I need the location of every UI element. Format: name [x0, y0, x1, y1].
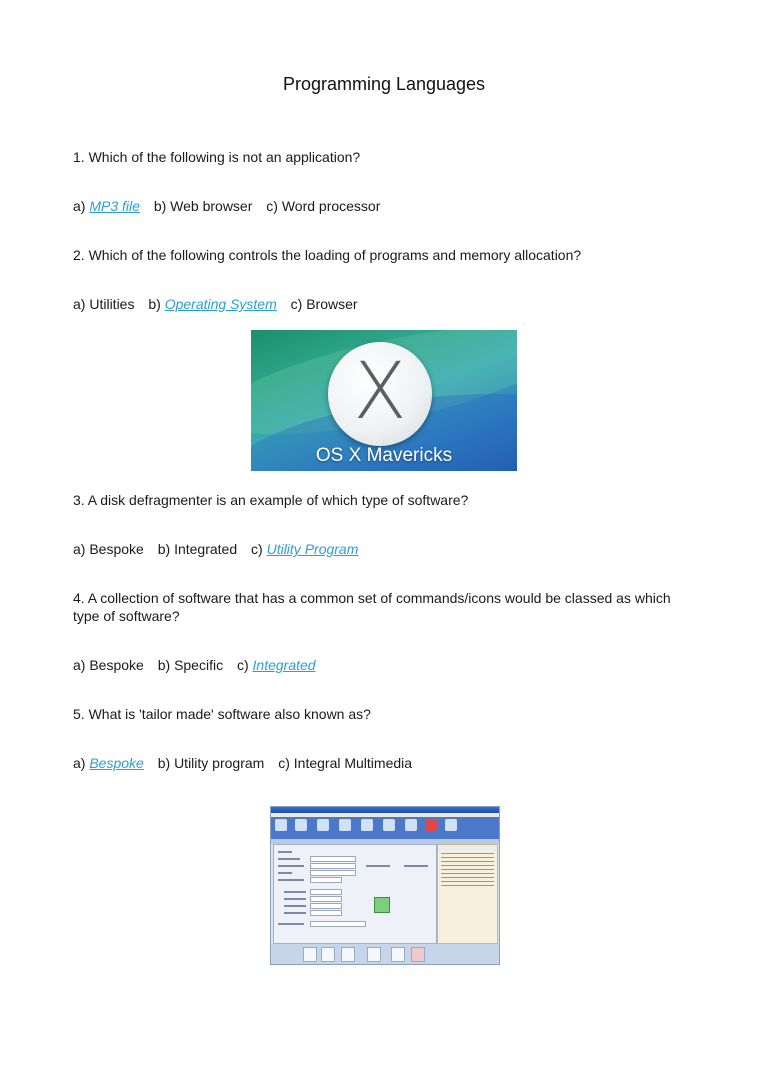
option-letter: c) [251, 541, 263, 557]
option-letter: b) [157, 541, 171, 557]
option-letter: a) [73, 755, 86, 771]
answer-options-3 [73, 540, 358, 558]
option-letter: c) [236, 657, 249, 673]
question-2: 2. Which of the following controls the loading of programs and memory allocation? [73, 247, 582, 263]
os-x-logo-icon [328, 342, 432, 446]
toolbar-icon [445, 819, 457, 831]
bottom-button-icon [391, 947, 405, 962]
option-letter: b) [153, 198, 167, 214]
toolbar-icon [383, 819, 395, 831]
question-3: 3. A disk defragmenter is an example of which type of software? [73, 492, 469, 508]
option-letter: a) [73, 296, 86, 312]
bottom-button-icon [341, 947, 355, 962]
app-bottom-toolbar [271, 944, 499, 964]
answer-options-4 [73, 656, 316, 674]
toolbar-icon [339, 819, 351, 831]
instruction-line [441, 853, 494, 854]
answer-link-mp3-file[interactable]: MP3 file [89, 198, 140, 214]
option-letter: b) [157, 755, 171, 771]
panel-header [438, 845, 497, 850]
toolbar-icon [425, 819, 437, 831]
form-field [310, 921, 366, 927]
option-letter: a) [73, 541, 86, 557]
form-field [310, 856, 356, 862]
form-field [310, 910, 342, 916]
option-text: Word processor [281, 198, 381, 214]
answer-link-operating-system[interactable]: Operating System [164, 296, 277, 312]
form-field [310, 889, 342, 895]
option-letter: c) [278, 755, 290, 771]
form-label [278, 851, 292, 853]
option-letter: c) [266, 198, 278, 214]
calculate-icon [374, 897, 390, 913]
form-field [310, 863, 356, 869]
form-label [278, 865, 304, 867]
page-title: Programming Languages [282, 74, 486, 94]
toolbar-icon [317, 819, 329, 831]
option-text: Utilities [89, 296, 135, 312]
form-label [404, 865, 428, 867]
option-letter: a) [73, 198, 86, 214]
question-1: 1. Which of the following is not an application? [73, 149, 361, 165]
app-toolbar [271, 817, 499, 839]
instruction-line [441, 865, 494, 866]
option-text: Integral Multimedia [293, 755, 413, 771]
form-field [310, 877, 342, 883]
option-text: Web browser [170, 198, 253, 214]
bottom-button-icon [303, 947, 317, 962]
bottom-button-icon [367, 947, 381, 962]
option-text: Bespoke [89, 541, 144, 557]
option-letter: a) [73, 657, 86, 673]
form-field [310, 870, 356, 876]
form-label [284, 898, 306, 900]
form-label [278, 879, 304, 881]
option-letter: c) [290, 296, 303, 312]
toolbar-icon [275, 819, 287, 831]
form-label [278, 923, 304, 925]
toolbar-icon [361, 819, 373, 831]
instruction-line [441, 869, 494, 870]
answer-options-2 [73, 295, 358, 313]
question-5: 5. What is 'tailor made' software also known as? [73, 706, 371, 722]
form-field [310, 903, 342, 909]
instruction-line [441, 885, 494, 886]
form-label [284, 905, 306, 907]
answer-options-5 [73, 754, 412, 772]
answer-options-1 [73, 197, 380, 215]
instruction-line [441, 881, 494, 882]
instruction-line [441, 877, 494, 878]
bespoke-software-screenshot [270, 806, 500, 965]
os-x-mavericks-image [251, 330, 517, 471]
form-field [310, 896, 342, 902]
option-text: Utility program [174, 755, 265, 771]
question-4: 4. A collection of software that has a common set of commands/icons would be classed as which type of software? [73, 590, 671, 624]
instruction-line [441, 857, 494, 858]
option-letter: b) [157, 657, 171, 673]
form-label [278, 872, 292, 874]
mavericks-caption: OS X Mavericks [315, 445, 453, 466]
answer-link-bespoke[interactable]: Bespoke [89, 755, 144, 771]
app-instructions-panel [437, 844, 498, 944]
form-label [278, 858, 300, 860]
option-letter: b) [148, 296, 161, 312]
option-text: Specific [174, 657, 224, 673]
app-form-area [273, 844, 437, 944]
instruction-line [441, 861, 494, 862]
x-glyph: X [353, 347, 407, 437]
bottom-button-icon [411, 947, 425, 962]
form-label [366, 865, 390, 867]
option-text: Integrated [174, 541, 238, 557]
form-label [284, 891, 306, 893]
option-text: Browser [306, 296, 358, 312]
toolbar-icon [295, 819, 307, 831]
form-label [284, 912, 306, 914]
option-text: Bespoke [89, 657, 144, 673]
toolbar-icon [405, 819, 417, 831]
answer-link-utility-program[interactable]: Utility Program [266, 541, 359, 557]
answer-link-integrated[interactable]: Integrated [252, 657, 316, 673]
instruction-line [441, 873, 494, 874]
bottom-button-icon [321, 947, 335, 962]
